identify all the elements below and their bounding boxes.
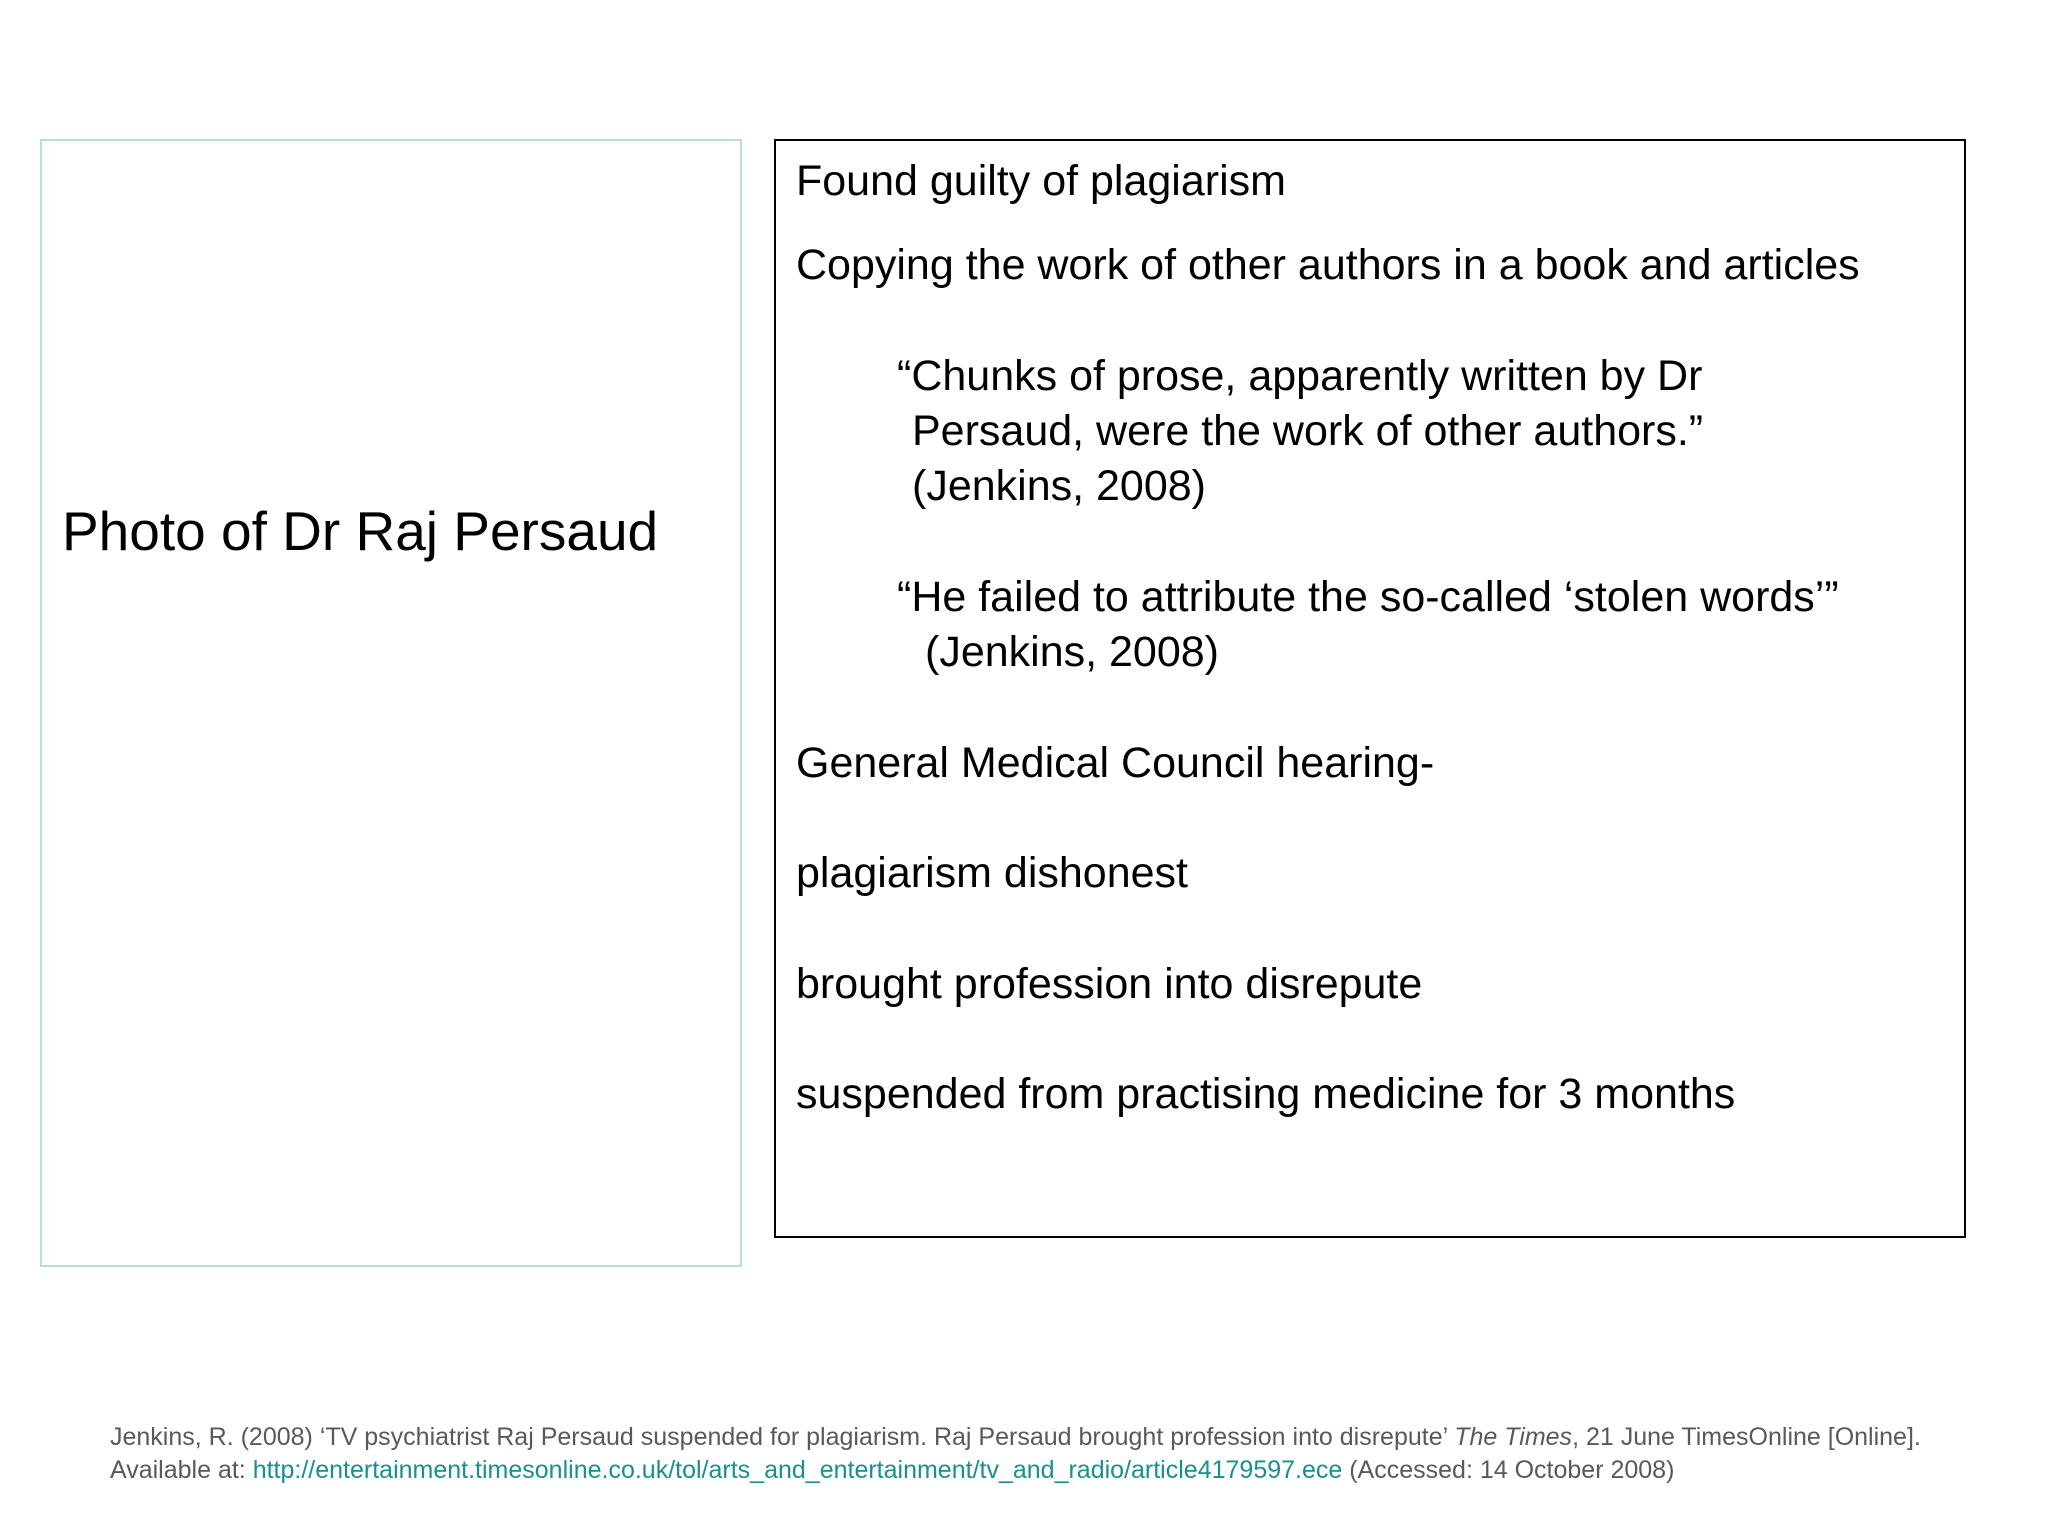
reference-text-2: , 21 June TimesOnline [Online]. Available at:	[110, 1423, 1921, 1484]
summary-subheading: Copying the work of other authors in a book and articles	[796, 241, 1860, 289]
reference-accessed: (Accessed: 14 October 2008)	[1349, 1456, 1675, 1484]
point-gmc-hearing: General Medical Council hearing-	[796, 739, 1435, 787]
quote1-line1: “Chunks of prose, apparently written by Dr	[897, 352, 1703, 400]
reference-url-link[interactable]: http://entertainment.timesonline.co.uk/tol/arts_and_entertainment/tv_and_radio/article4179597.ece	[252, 1456, 1343, 1484]
reference-text: Jenkins, R. (2008) ‘TV psychiatrist Raj Persaud suspended for plagiarism. Raj Persaud brought profession into disrepute’	[110, 1423, 1448, 1451]
point-suspended: suspended from practising medicine for 3 months	[796, 1070, 1736, 1118]
quote1-citation: (Jenkins, 2008)	[912, 462, 1206, 510]
point-dishonest: plagiarism dishonest	[796, 849, 1188, 897]
reference-publication: The Times	[1454, 1423, 1573, 1451]
case-summary-box	[774, 139, 1966, 1238]
point-disrepute: brought profession into disrepute	[796, 960, 1423, 1008]
summary-heading: Found guilty of plagiarism	[796, 157, 1286, 205]
photo-placeholder-label: Photo of Dr Raj Persaud	[62, 500, 659, 562]
photo-placeholder	[40, 139, 742, 1267]
reference-citation	[110, 1421, 1990, 1487]
quote2-line1: “He failed to attribute the so-called ‘stolen words’”	[897, 573, 1839, 621]
quote2-citation: (Jenkins, 2008)	[925, 628, 1219, 676]
quote1-line2: Persaud, were the work of other authors.”	[912, 407, 1704, 455]
